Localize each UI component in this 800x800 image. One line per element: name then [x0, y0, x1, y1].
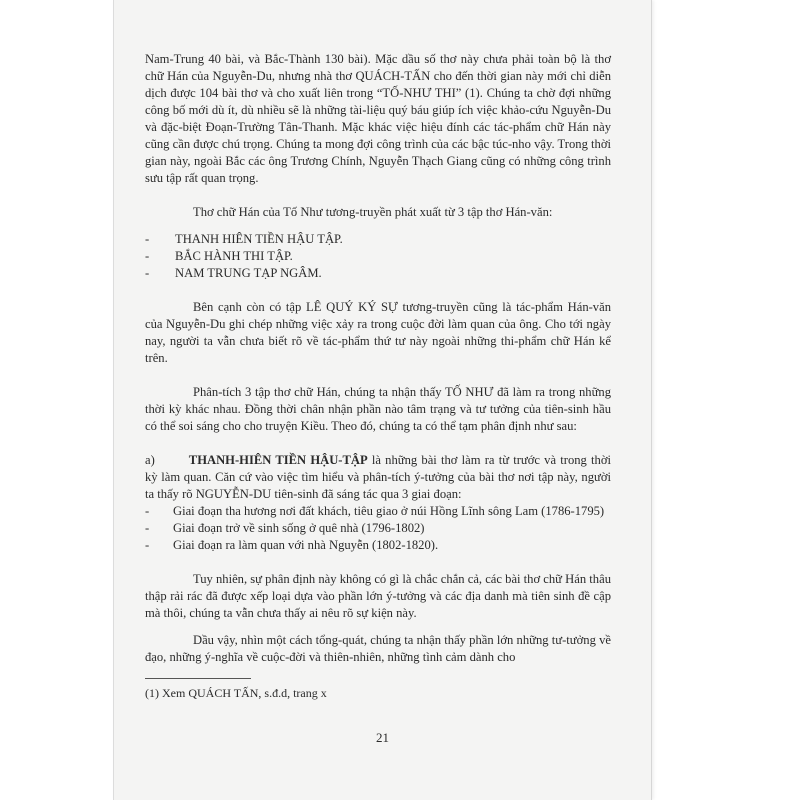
list-item: - Giai đoạn ra làm quan với nhà Nguyễn (1802-1820).	[145, 537, 611, 554]
list-item: - NAM TRUNG TẠP NGÂM.	[145, 265, 611, 282]
page-body	[145, 51, 611, 702]
paragraph-6: Tuy nhiên, sự phân định này không có gì là chắc chắn cả, các bài thơ chữ Hán thâu thập rải rác đã được xếp loại dựa vào phần lớn ý-tưởng và các địa danh mà tiên sinh đề cập mà thôi, chúng ta vẫn chưa thấy ai nêu rõ sự kiện này.	[145, 572, 611, 620]
footnote: (1) Xem QUÁCH TẤN, s.đ.d, trang x	[145, 686, 327, 700]
item-label: a)	[145, 453, 155, 467]
list-item: - THANH HIÊN TIỀN HẬU TẬP.	[145, 231, 611, 248]
paragraph-1: Nam-Trung 40 bài, và Bắc-Thành 130 bài). Mặc dầu số thơ này chưa phải toàn bộ là thơ chữ Hán của Nguyễn-Du, nhưng nhà thơ QUÁCH-TẤN cho đến thời gian này mới chỉ diễn dịch được 104 bài thơ và cho xuất liên trong “TỐ-NHƯ THI” (1). Chúng ta chờ đợi những công bố mới dù ít, dù nhiều sẽ là những tài-liệu quý báu giúp ích việc khảo-cứu Nguyễn-Du và đặc-biệt Đoạn-Trường Tân-Thanh. Mặc khác việc hiệu đính các tác-phẩm chữ Hán này cũng cần được chú trọng. Chúng ta mong đợi công trình của các bậc túc-nho vậy. Trong thời gian này, ngoài Bắc các ông Trương Chính, Nguyễn Thạch Giang cũng có những công trình sưu tập rất quan trọng.	[145, 52, 611, 185]
section-heading: THANH-HIÊN TIỀN HẬU-TẬP	[188, 453, 368, 467]
periods-list	[145, 503, 611, 554]
footnote-divider	[145, 678, 251, 679]
list-item: - BẮC HÀNH THI TẬP.	[145, 248, 611, 265]
book-page	[113, 0, 652, 800]
list-item: - Giai đoạn trở về sinh sống ở quê nhà (1796-1802)	[145, 520, 611, 537]
paragraph-3: Bên cạnh còn có tập LÊ QUÝ KÝ SỰ tương-truyền cũng là tác-phẩm Hán-văn của Nguyễn-Du ghi chép những việc xảy ra trong cuộc đời làm quan của ông. Cho tới ngày nay, người ta vẫn chưa biết rõ về tác-phẩm thứ tư này ngoài những thi-phẩm chữ Hán kể trên.	[145, 300, 611, 365]
page-number: 21	[376, 730, 389, 745]
paragraph-5-text: là những bài thơ làm ra từ trước và trong thời kỳ làm quan. Căn cứ vào việc tìm hiểu và phân-tích ý-tưởng của bài thơ nơi tập này, người ta thấy rõ NGUYỄN-DU tiên-sinh đã sáng tác qua 3 giai đoạn:	[145, 453, 611, 501]
paragraph-7: Dầu vậy, nhìn một cách tổng-quát, chúng ta nhận thấy phần lớn những tư-tưởng về đạo, những ý-nghĩa về cuộc-đời và thiên-nhiên, những tình cảm dành cho	[145, 633, 611, 664]
list-item: - Giai đoạn tha hương nơi đất khách, tiêu giao ở núi Hồng Lĩnh sông Lam (1786-1795)	[145, 503, 611, 520]
paragraph-4: Phân-tích 3 tập thơ chữ Hán, chúng ta nhận thấy TỐ NHƯ đã làm ra trong những thời kỳ khác nhau. Đồng thời chân nhận phần nào tâm trạng và tư tưởng của tiên-sinh hầu có thể soi sáng cho cho truyện Kiều. Theo đó, chúng ta có thể tạm phân định như sau:	[145, 385, 611, 433]
paragraph-2: Thơ chữ Hán của Tố Như tương-truyền phát xuất từ 3 tập thơ Hán-văn:	[193, 205, 553, 219]
collections-list	[145, 231, 611, 282]
paragraph-5	[145, 452, 611, 503]
